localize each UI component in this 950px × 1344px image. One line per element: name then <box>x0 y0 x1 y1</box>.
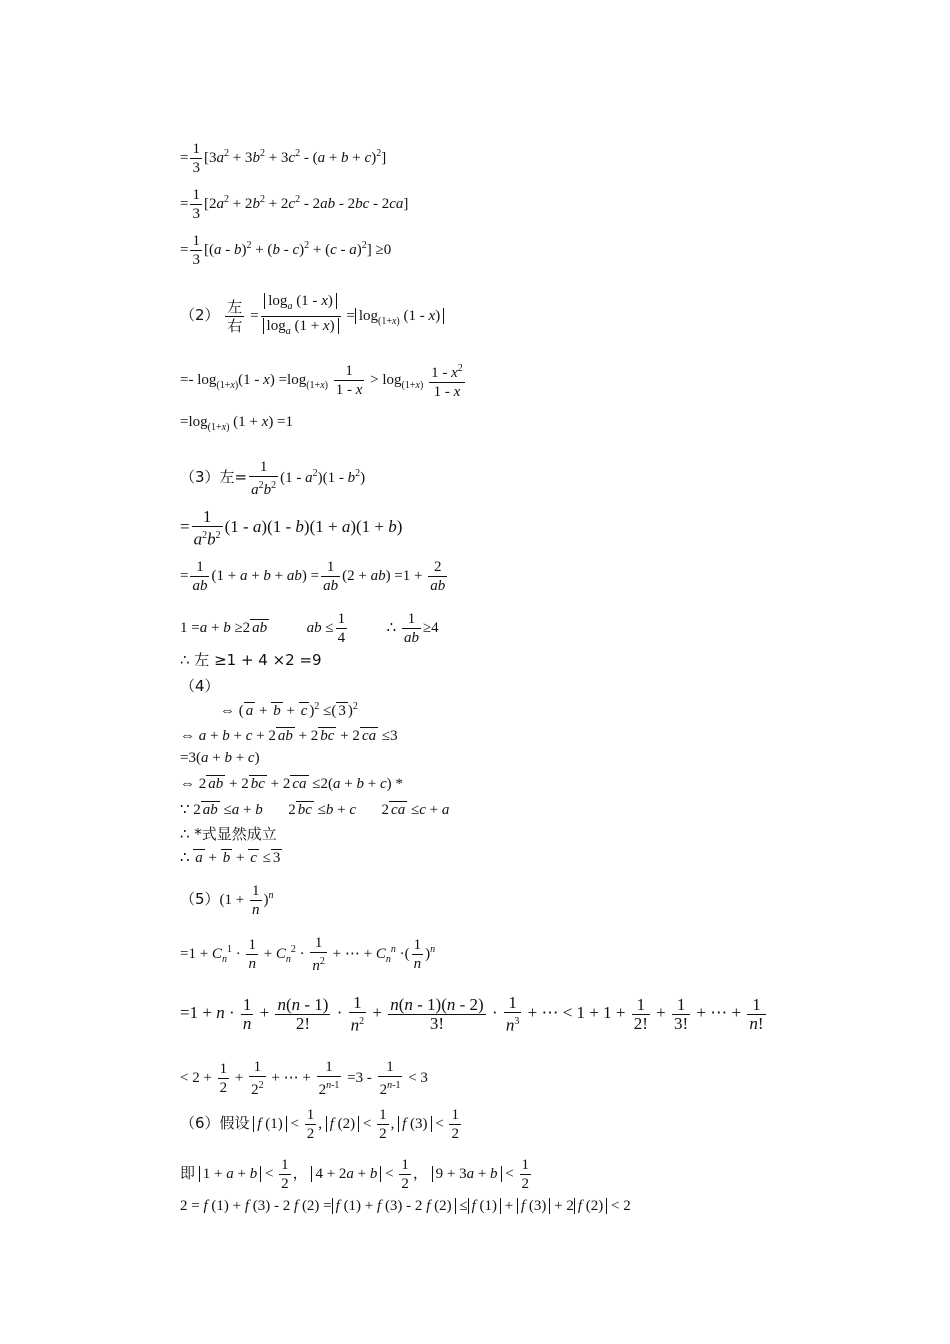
equation-line-9: = $\frac{1}{ab}$ (1 + a + b + ab) = $\frac{1}{ab}$ (2 + ab) =1 + $\frac{2}{ab}$ <box>180 559 446 594</box>
equation-line-6: $=\log_{(1+x)}$ (1 + x) =1 <box>180 414 294 433</box>
equation-line-14: =3(a + b + c) <box>180 750 260 766</box>
equation-line-2: = $\frac{1}{3}$ $[2a^2 + 2b^2 + 2c^2 - 2ab - 2bc - 2ca]$ <box>180 187 409 222</box>
left-side-label: 左 <box>227 298 243 316</box>
equation-line-22: < 2 + $\frac{1}{2}$ + $\frac{1}{2^2}$ + ⋯ + $\frac{1}{2^{n-1}}$ =3 - $\frac{1}{2^{n-1}}$ < 3 <box>180 1059 428 1098</box>
equation-line-4: （2） $\frac{\text{左}}{\text{右}}$ = $\frac{\log_a (1 - x)}{\log_a (1 + x)}$ = $\log_{(1+x)} (1 - x)$ <box>180 292 444 341</box>
part-label-3: （3）左= <box>180 467 248 486</box>
part-label-2: （2） <box>180 305 220 324</box>
right-side-label: 右 <box>227 317 243 335</box>
equation-line-16: ∵ 2 ab ≤a + b 2 bc ≤b + c 2 ca ≤c + a <box>180 802 450 818</box>
equation-line-5: =- $\log_{(1+x)}(1 - x) =\log_{(1+x)}$ $\frac{1}{1 - x}$ > $\log_{(1+x)}$ $\frac{1 - x^2}{1 - x}$ <box>180 360 467 401</box>
part-label-5: （5） <box>180 889 220 908</box>
equation-line-21: =1 + n · $\frac{1}{n}$ + $\frac{n(n - 1)}{2!}$ · $\frac{1}{n^2}$ + $\frac{n(n - 1)(n - 2)}{3!}$ · $\frac{1}{n^3}$ + ⋯ < 1 + 1 + $\frac{1}{2!}$ + $\frac{1}{3!}$ + ⋯ + $\frac{1}{n!}$ <box>180 993 764 1035</box>
equation-line-1: = $\frac{1}{3}$ $[3a^2 + 3b^2 + 3c^2 - (a + b + c)^2]$ <box>180 141 387 176</box>
equation-line-3: = $\frac{1}{3}$ [(a - b)$^2$ + (b - c)$^2$ + (c - a)$^2$] ≥0 <box>180 233 392 268</box>
equation-line-20: $=1 + C_n^1$ · $\frac{1}{n}$ + $C_n^2$ · $\frac{1}{n^2}$ + ⋯ + $C_n^n$ ·( $\frac{1}{n}$ )$^n$ <box>180 935 436 974</box>
equation-line-17: ∴ *式显然成立 <box>180 825 277 843</box>
equation-line-12: （4） ⇔ ( a + b + c )$^2$ ≤( 3 )$^2$ <box>180 677 358 719</box>
equation-line-10: 1 =a + b ≥2 ab ab ≤ $\frac{1}{4}$ ∴ $\frac{1}{ab}$ ≥4 <box>180 611 439 646</box>
equation-line-11: ∴ 左 ≥1 + 4 ×2 =9 <box>180 651 322 669</box>
equation-line-8: = $\frac{1}{a^2b^2}$ (1 - a)(1 - b)(1 + a)(1 + b) <box>180 507 403 549</box>
equation-line-7: （3）左= $\frac{1}{a^2b^2}$ $(1 - a^2)(1 - b^2)$ <box>180 459 366 498</box>
equation-line-25: 2 = f (1) + f (3) - 2 f (2) = f (1) + f (3) - 2 f (2) ≤ f (1) + f (3) + 2 f (2) < 2 <box>180 1198 631 1214</box>
that-is-label: 即 <box>180 1163 196 1182</box>
part-label-6: （6）假设 <box>180 1113 250 1132</box>
equation-line-19: （5）(1 + $\frac{1}{n}$ )$^n$ <box>180 883 274 918</box>
equation-line-13: ⇔ a + b + c + 2 ab + 2 bc + 2 ca ≤3 <box>180 728 398 744</box>
equation-line-18: ∴ a + b + c ≤ 3 <box>180 850 281 866</box>
equation-line-24: 即 1 + a + b < $\frac{1}{2}$ ， 4 + 2a + b < $\frac{1}{2}$ ， 9 + 3a + b < $\frac{1}{2}$ <box>180 1157 530 1192</box>
equation-line-23: （6）假设 f (1) < $\frac{1}{2}$ , f (2) < $\frac{1}{2}$ , f (3) < $\frac{1}{2}$ <box>180 1107 459 1142</box>
equation-line-15: ⇔ 2 ab + 2 bc + 2 ca ≤2(a + b + c) * <box>180 776 403 792</box>
part-label-4: （4） <box>180 677 220 695</box>
